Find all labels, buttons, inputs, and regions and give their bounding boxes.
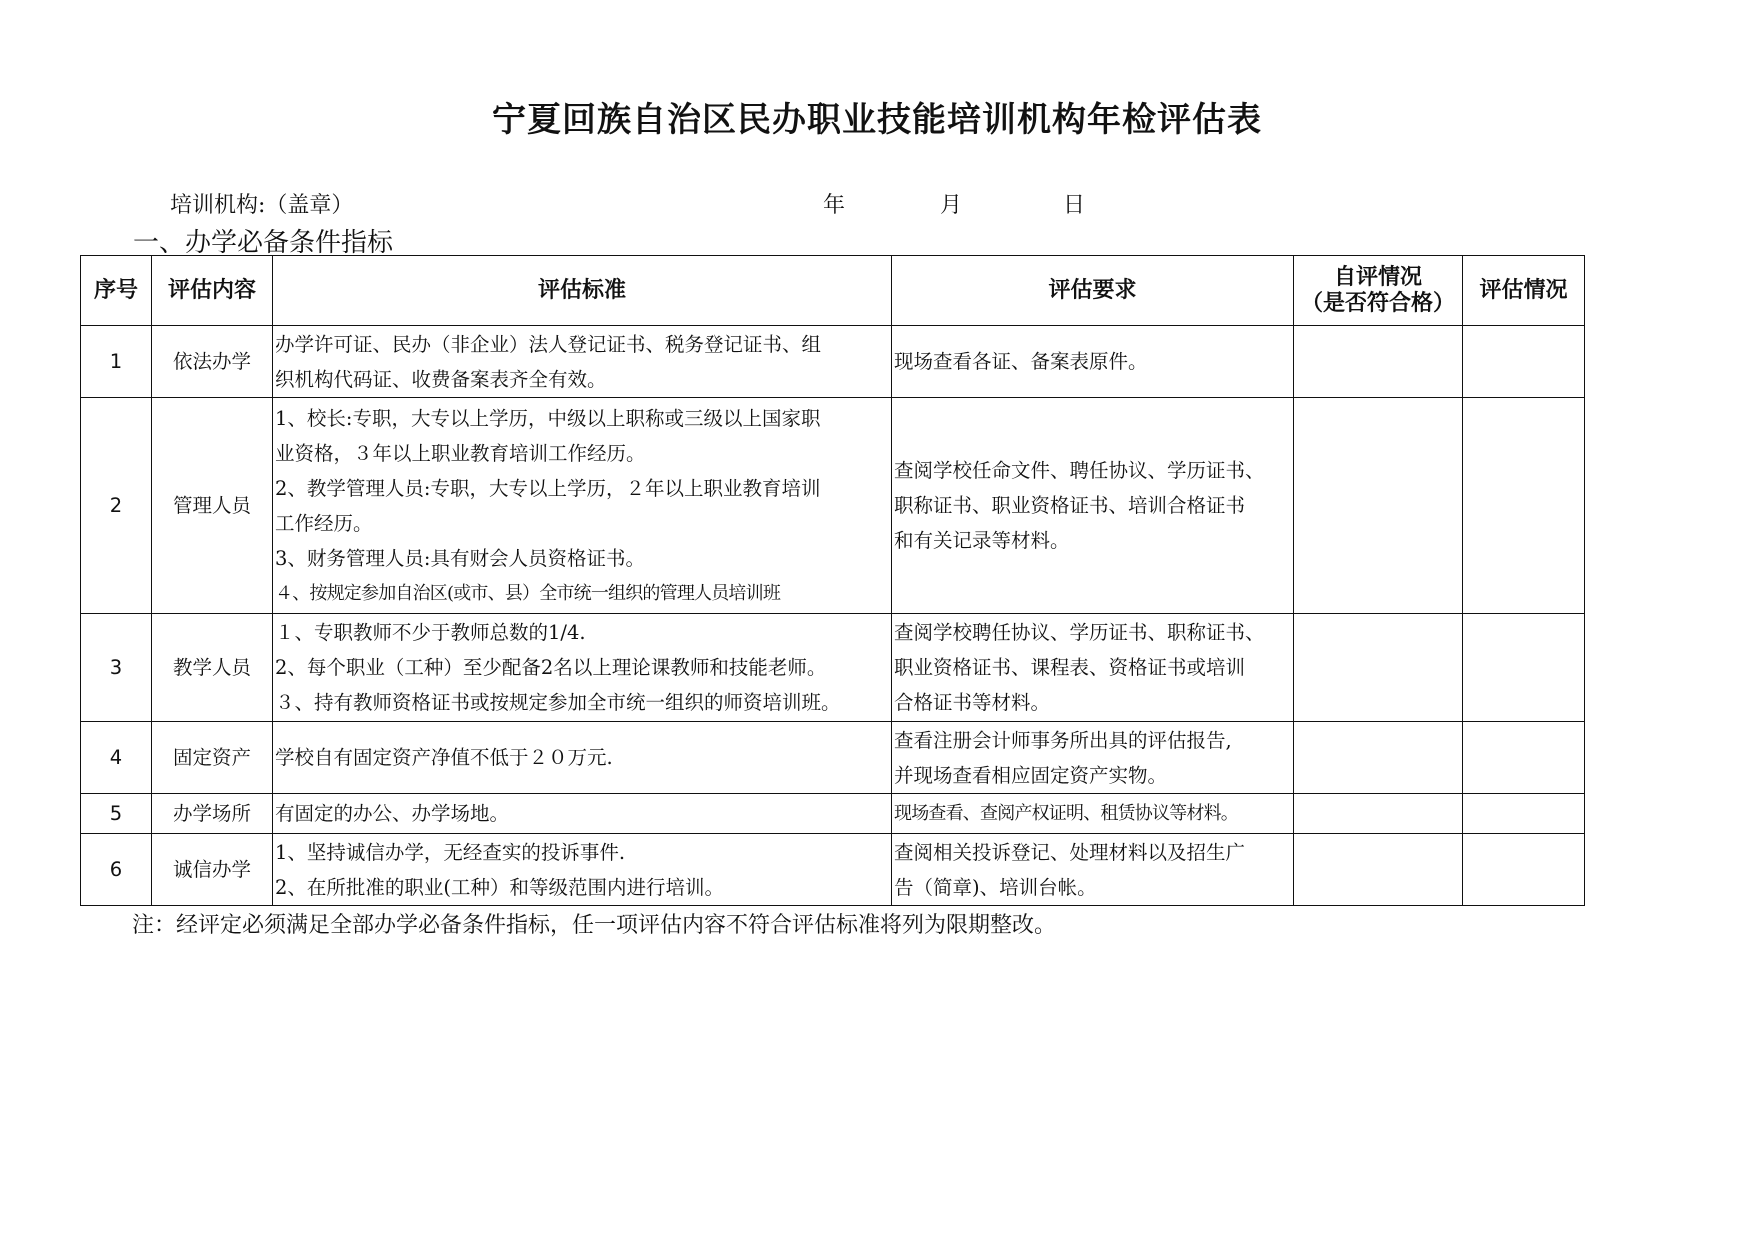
self-eval-cell[interactable] [1294, 794, 1463, 834]
row-requirement [892, 326, 1294, 398]
table-row [81, 326, 1585, 398]
row-item: 管理人员 [152, 398, 273, 614]
standard-line: ４、按规定参加自治区(或市、县）全市统一组织的管理人员培训班 [275, 582, 781, 604]
eval-cell[interactable] [1463, 614, 1585, 722]
col-header-eval: 评估情况 [1463, 256, 1585, 326]
requirement-line: 现场查看各证、备案表原件。 [894, 350, 1148, 373]
table-row [81, 794, 1585, 834]
col-header-self-eval-line1: 自评情况 [1333, 264, 1422, 290]
row-standard [273, 614, 892, 722]
year-label: 年 [823, 193, 846, 218]
requirement-line: 合格证书等材料。 [894, 691, 1051, 714]
row-no: 1 [81, 326, 152, 398]
standard-line: ３、持有教师资格证书或按规定参加全市统一组织的师资培训班。 [275, 691, 841, 714]
col-header-no: 序号 [81, 256, 152, 326]
row-no: 4 [81, 722, 152, 794]
org-label: 培训机构:（盖章） [170, 193, 354, 218]
standard-line: 3、财务管理人员:具有财会人员资格证书。 [275, 546, 645, 570]
self-eval-cell[interactable] [1294, 398, 1463, 614]
standard-line: 业资格，３年以上职业教育培训工作经历。 [275, 441, 646, 465]
standard-line: １、专职教师不少于教师总数的1/4. [275, 621, 586, 644]
row-item: 教学人员 [152, 614, 273, 722]
requirement-line: 查看注册会计师事务所出具的评估报告, [894, 728, 1232, 752]
eval-cell[interactable] [1463, 722, 1585, 794]
row-standard [273, 326, 892, 398]
eval-cell[interactable] [1463, 834, 1585, 906]
requirement-line: 职称证书、职业资格证书、培训合格证书 [894, 494, 1246, 517]
row-item: 办学场所 [152, 794, 273, 834]
row-standard [273, 794, 892, 834]
standard-line: 学校自有固定资产净值不低于２０万元. [275, 746, 613, 769]
row-item: 固定资产 [152, 722, 273, 794]
day-label: 日 [1063, 193, 1086, 218]
row-no: 3 [81, 614, 152, 722]
table-header-row [81, 256, 1585, 326]
standard-line: 织机构代码证、收费备案表齐全有效。 [275, 367, 607, 391]
row-requirement [892, 834, 1294, 906]
footnote: 注：经评定必须满足全部办学必备条件指标，任一项评估内容不符合评估标准将列为限期整改。 [132, 913, 1057, 938]
col-header-self-eval-line2: （是否符合格） [1300, 290, 1455, 316]
table-row [81, 834, 1585, 906]
self-eval-cell[interactable] [1294, 834, 1463, 906]
row-no: 5 [81, 794, 152, 834]
col-header-standard: 评估标准 [273, 256, 892, 326]
table-row [81, 614, 1585, 722]
row-requirement [892, 614, 1294, 722]
col-header-self-eval [1294, 256, 1463, 326]
self-eval-cell[interactable] [1294, 722, 1463, 794]
standard-line: 1、校长:专职，大专以上学历，中级以上职称或三级以上国家职 [275, 406, 821, 430]
row-standard [273, 398, 892, 614]
table-row [81, 722, 1585, 794]
requirement-line: 查阅学校聘任协议、学历证书、职称证书、 [894, 621, 1265, 644]
row-standard [273, 722, 892, 794]
row-requirement [892, 722, 1294, 794]
requirement-line: 并现场查看相应固定资产实物。 [894, 763, 1168, 787]
row-requirement [892, 794, 1294, 834]
standard-line: 2、每个职业（工种）至少配备2名以上理论课教师和技能老师。 [275, 656, 827, 679]
section-title: 一、办学必备条件指标 [133, 228, 394, 258]
standard-line: 2、教学管理人员:专职，大专以上学历，２年以上职业教育培训 [275, 476, 821, 500]
eval-cell[interactable] [1463, 326, 1585, 398]
requirement-line: 查阅相关投诉登记、处理材料以及招生广 [894, 840, 1246, 864]
requirement-line: 现场查看、查阅产权证明、租赁协议等材料。 [894, 803, 1238, 824]
requirement-line: 告（简章)、培训台帐。 [894, 875, 1097, 899]
row-no: 6 [81, 834, 152, 906]
standard-line: 2、在所批准的职业(工种）和等级范围内进行培训。 [275, 875, 725, 899]
eval-cell[interactable] [1463, 398, 1585, 614]
page-title: 宁夏回族自治区民办职业技能培训机构年检评估表 [492, 100, 1262, 140]
row-no: 2 [81, 398, 152, 614]
evaluation-table [80, 255, 1585, 906]
standard-line: 1、坚持诚信办学，无经查实的投诉事件. [275, 840, 626, 864]
row-requirement [892, 398, 1294, 614]
requirement-line: 和有关记录等材料。 [894, 529, 1070, 552]
eval-cell[interactable] [1463, 794, 1585, 834]
month-label: 月 [940, 193, 963, 218]
requirement-line: 查阅学校任命文件、聘任协议、学历证书、 [894, 459, 1265, 482]
table-row [81, 398, 1585, 614]
col-header-item: 评估内容 [152, 256, 273, 326]
self-eval-cell[interactable] [1294, 614, 1463, 722]
standard-line: 工作经历。 [275, 511, 373, 535]
row-standard [273, 834, 892, 906]
col-header-requirement: 评估要求 [892, 256, 1294, 326]
row-item: 依法办学 [152, 326, 273, 398]
row-item: 诚信办学 [152, 834, 273, 906]
self-eval-cell[interactable] [1294, 326, 1463, 398]
requirement-line: 职业资格证书、课程表、资格证书或培训 [894, 656, 1246, 679]
standard-line: 办学许可证、民办（非企业）法人登记证书、税务登记证书、组 [275, 332, 822, 356]
standard-line: 有固定的办公、办学场地。 [275, 802, 510, 825]
